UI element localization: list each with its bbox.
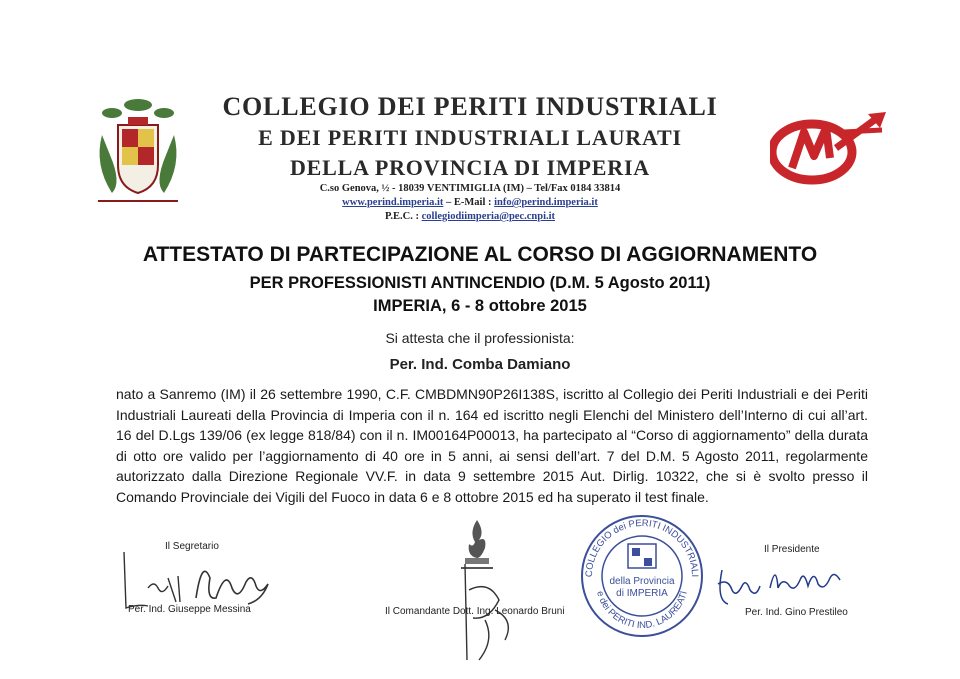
- fire-brigade-emblem: [455, 518, 499, 574]
- stamp-ring-bottom: e dei PERITI IND. LAUREATI: [594, 589, 690, 632]
- president-name: Per. Ind. Gino Prestileo: [745, 607, 848, 618]
- website-link[interactable]: www.perind.imperia.it: [342, 197, 444, 208]
- college-name-line-1: COLLEGIO DEI PERITI INDUSTRIALI: [222, 92, 718, 121]
- stamp-center-line-1: della Provincia: [609, 576, 675, 587]
- coat-of-arms-logo: [92, 95, 184, 205]
- secretary-name: Per. Ind. Giuseppe Messina: [128, 604, 251, 615]
- secretary-label: Il Segretario: [165, 541, 219, 552]
- commander-name: Il Comandante Dott. Ing. Leonardo Bruni: [385, 606, 565, 617]
- email-link[interactable]: info@perind.imperia.it: [494, 197, 598, 208]
- pec-link[interactable]: collegiodiimperia@pec.cnpi.it: [421, 211, 556, 222]
- email-label: – E-Mail :: [443, 197, 495, 208]
- college-stamp: [578, 512, 706, 640]
- periti-red-logo: [770, 108, 890, 186]
- stamp-center-line-2: di IMPERIA: [616, 588, 668, 599]
- professional-name: Per. Ind. Comba Damiano: [389, 356, 571, 373]
- college-name-line-2: E DEI PERITI INDUSTRIALI LAURATI: [258, 125, 682, 150]
- certificate-body: nato a Sanremo (IM) il 26 settembre 1990, C.F. CMBDMN90P26I138S, iscritto al Collegio dei Periti Industriali e dei Periti Industriali Laureati della Provincia di Imperia con il n. 164 ed iscritto negli Elenchi del Ministero dell’Interno di cui all’art. 16 del D.Lgs 139/06 (ex legge 818/84) con il n. IM00164P00013, ha partecipato al “Corso di aggiornamento” della durata di otto ore valido per l’aggiornamento di 40 ore in 5 anni, ai sensi dell’art. 7 del D.M. 5 Agosto 2011, regolarmente autorizzato dalla Direzione Regionale VV.F. in data 9 settembre 2015 Aut. Dirlig. 10322, che si è svolto presso il Comando Provinciale dei Vigili del Fuoco in data 6 e 8 ottobre 2015 ed ha superato il test finale.: [116, 386, 868, 505]
- pec-label: P.E.C. :: [384, 211, 422, 222]
- president-signature: [712, 560, 862, 610]
- contact-line: [200, 197, 740, 208]
- attestation-intro: Si attesta che il professionista:: [385, 330, 575, 346]
- president-label: Il Presidente: [764, 544, 820, 555]
- pec-line: [200, 211, 740, 222]
- stamp-ring-top: COLLEGIO dei PERITI INDUSTRIALI: [583, 517, 701, 578]
- certificate-place-date: IMPERIA, 6 - 8 ottobre 2015: [373, 297, 587, 315]
- college-address: C.so Genova, ½ - 18039 VENTIMIGLIA (IM) – Tel/Fax 0184 33814: [319, 183, 621, 194]
- certificate-title: ATTESTATO DI PARTECIPAZIONE AL CORSO DI AGGIORNAMENTO: [142, 243, 818, 266]
- college-name-line-3: DELLA PROVINCIA DI IMPERIA: [289, 155, 650, 180]
- certificate-subtitle: PER PROFESSIONISTI ANTINCENDIO (D.M. 5 Agosto 2011): [249, 274, 711, 292]
- secretary-signature: [118, 548, 288, 612]
